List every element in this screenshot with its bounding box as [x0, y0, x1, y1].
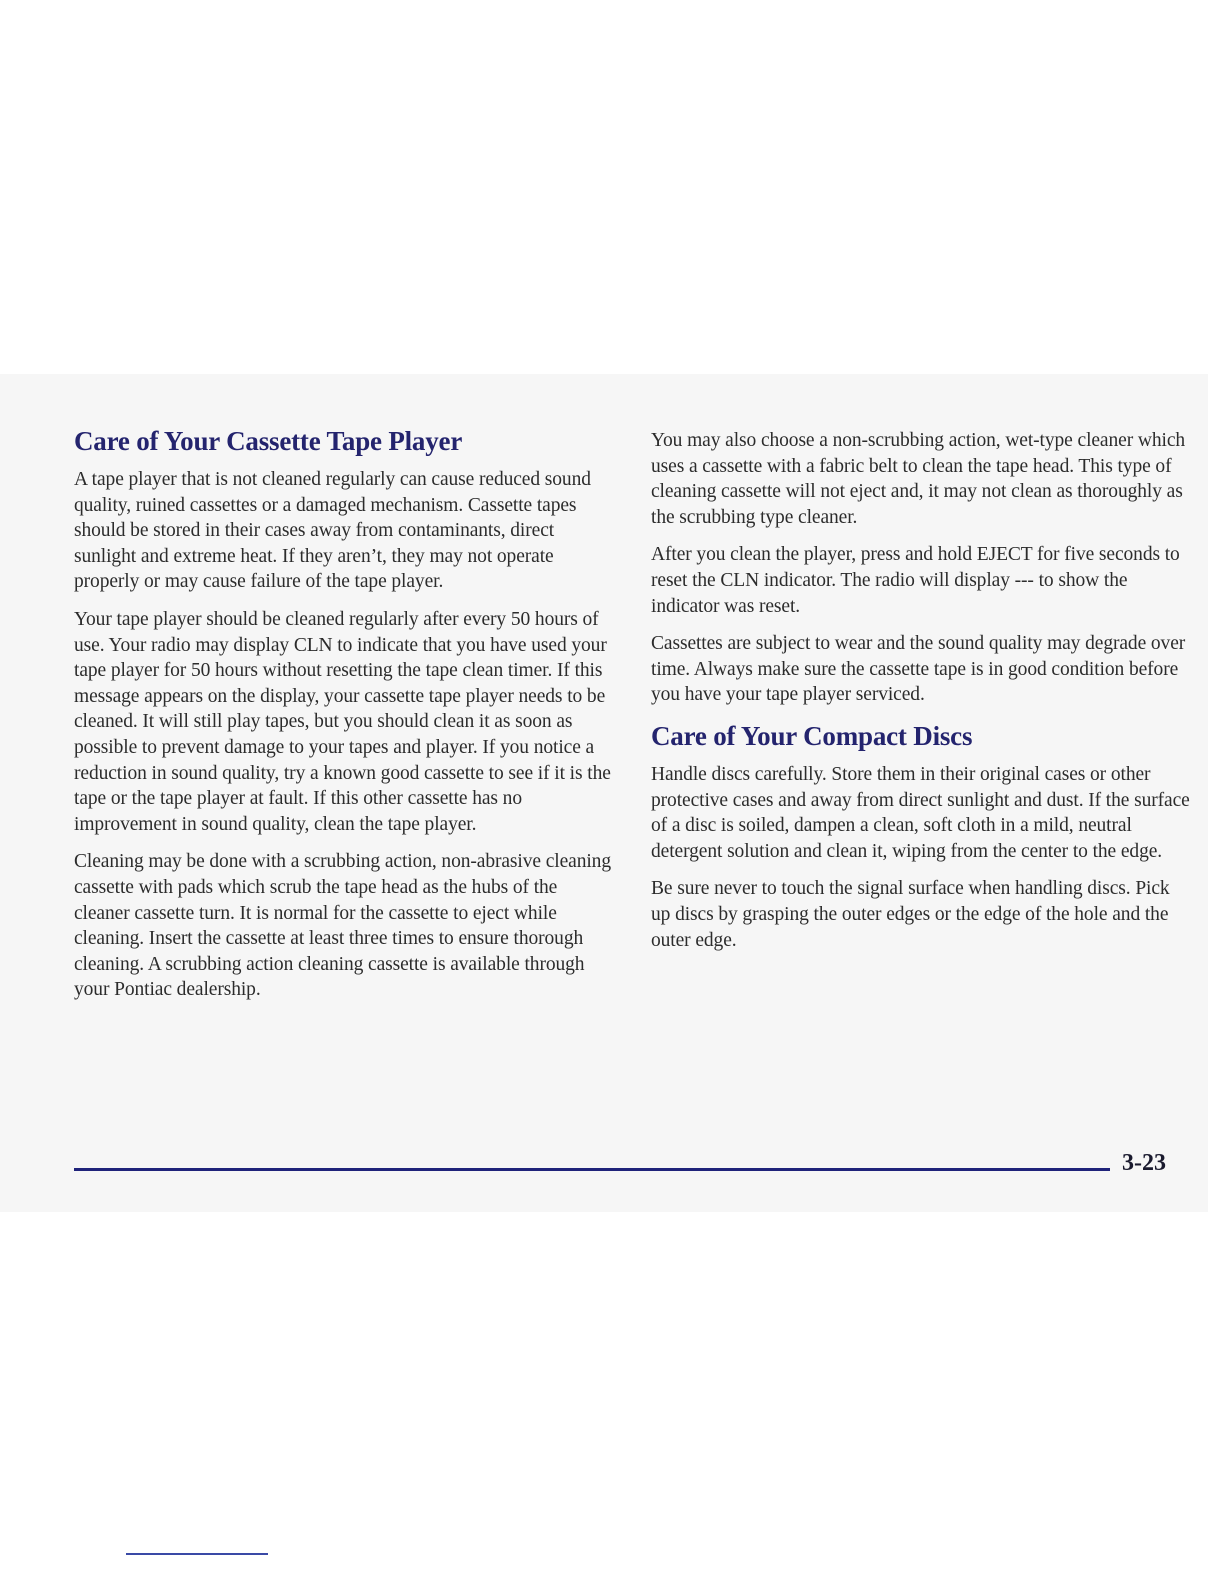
cassette-scrubbing-paragraph: Cleaning may be done with a scrubbing action, non-abrasive cleaning cassette with pads which scrub the tape head as the hubs of the cleaner cassette turn. It is normal for the cassette to eject while cleaning. Insert the cassette at least three times to ensure thorough cleaning. A scrubbing action cleaning cassette is available through your Pontiac dealership. — [74, 851, 611, 1001]
cassette-wear-paragraph: Cassettes are subject to wear and the sound quality may degrade over time. Always make sure the cassette tape is in good condition before you have your tape player serviced. — [651, 633, 1186, 706]
cassette-intro-paragraph: A tape player that is not cleaned regularly can cause reduced sound quality, ruined cassettes or a damaged mechanism. Cassette tapes should be stored in their cases away from contaminants, direct sunlight and extreme heat. If they aren’t, they may not operate properly or may cause failure of the tape player. — [74, 469, 591, 593]
reset-indicator-paragraph: After you clean the player, press and hold EJECT for five seconds to reset the CLN indicator. The radio will display --- to show the indicator was reset. — [651, 544, 1180, 617]
bottom-decorative-line — [126, 1553, 268, 1555]
cassette-care-heading: Care of Your Cassette Tape Player — [74, 426, 463, 456]
disc-signal-surface-paragraph: Be sure never to touch the signal surface when handling discs. Pick up discs by grasping the outer edges or the edge of the hole and the outer edge. — [651, 878, 1170, 951]
right-column — [651, 428, 1191, 965]
compact-disc-care-heading: Care of Your Compact Discs — [651, 720, 973, 751]
footer-rule — [74, 1168, 1110, 1171]
disc-handling-paragraph: Handle discs carefully. Store them in their original cases or other protective cases and away from direct sunlight and dust. If the surface of a disc is soiled, dampen a clean, soft cloth in a mild, neutral detergent solution and clean it, wiping from the center to the edge. — [651, 763, 1190, 862]
page-number: 3-23 — [1122, 1150, 1166, 1176]
wet-cleaner-paragraph: You may also choose a non-scrubbing action, wet-type cleaner which uses a cassette with a fabric belt to clean the tape head. This type of cleaning cassette will not eject and, it may not clean as thoroughly as the scrubbing type cleaner. — [651, 430, 1186, 528]
left-column — [74, 425, 612, 1015]
cassette-cleaning-schedule-paragraph: Your tape player should be cleaned regularly after every 50 hours of use. Your radio may display CLN to indicate that you have used your tape player for 50 hours without resetting the tape clean timer. If this message appears on the display, your cassette tape player needs to be cleaned. It will still play tapes, but you should clean it as soon as possible to prevent damage to your tapes and player. If you notice a reduction in sound quality, try a known good cassette to see if it is the tape or the tape player at fault. If this other cassette has no improvement in sound quality, clean the tape player. — [74, 608, 611, 835]
